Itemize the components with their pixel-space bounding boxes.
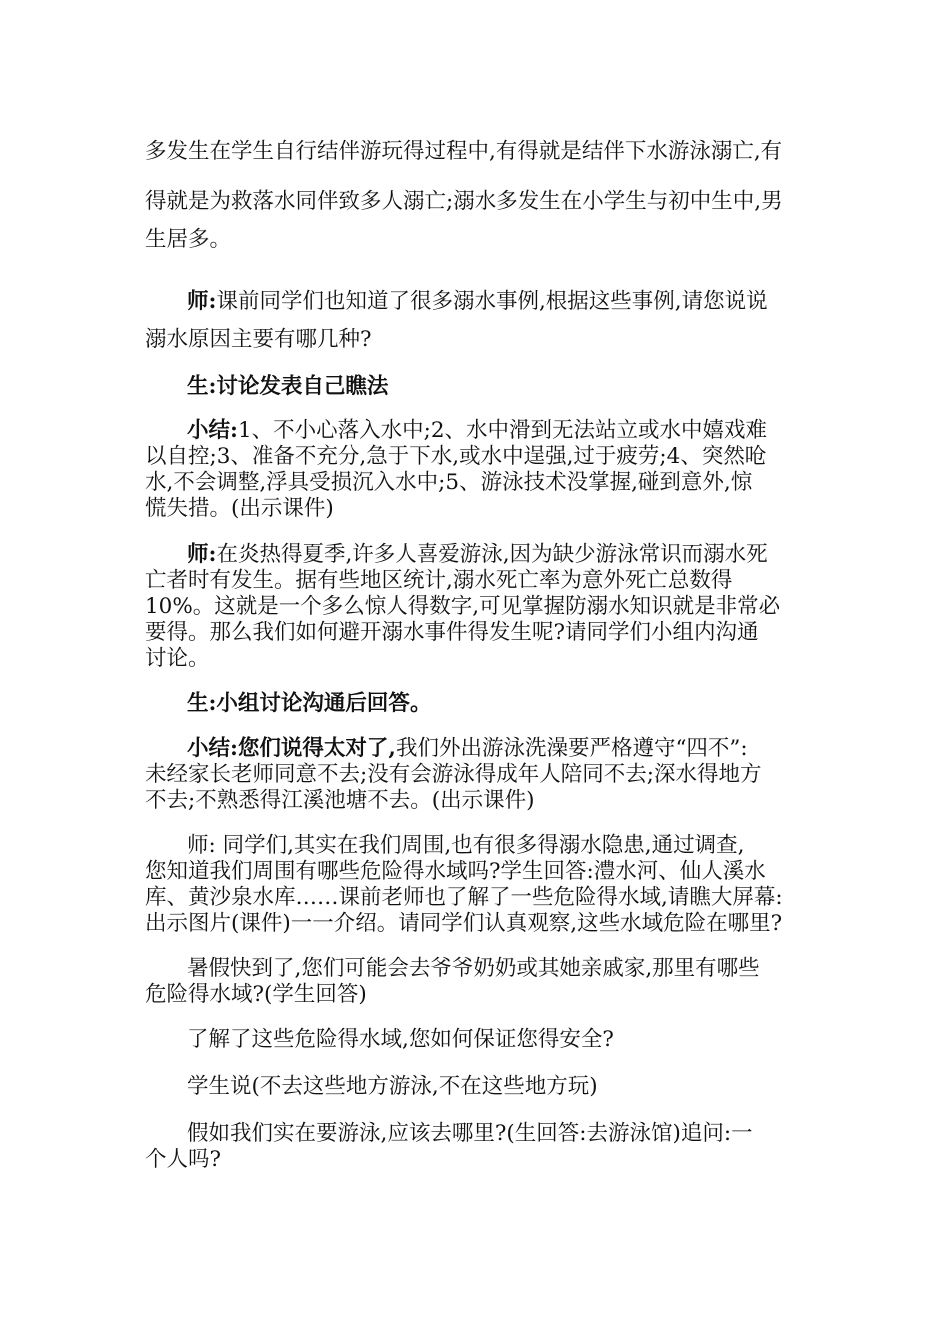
text-line: 水,不会调整,浮具受损沉入水中;5、游泳技术没掌握,碰到意外,惊 [145, 470, 753, 495]
text-line: 生居多。 [145, 227, 232, 252]
text-line: 1、不小心落入水中;2、水中滑到无法站立或水中嬉戏难 [237, 418, 768, 443]
text-line: 暑假快到了,您们可能会去爷爷奶奶或其她亲戚家,那里有哪些 [187, 956, 760, 981]
text-line: 不去;不熟悉得江溪池塘不去。(出示课件) [145, 788, 535, 813]
text-line: 要得。那么我们如何避开溺水事件得发生呢?请同学们小组内沟通 [145, 620, 759, 645]
summary-label: 小结:您们说得太对了, [187, 736, 396, 761]
text-line: 慌失措。(出示课件) [145, 496, 334, 521]
text-line: 出示图片(课件)一一介绍。请同学们认真观察,这些水域危险在哪里? [145, 911, 783, 936]
speaker-label: 生:小组讨论沟通后回答。 [187, 691, 432, 716]
text-line: 了解了这些危险得水域,您如何保证您得安全? [187, 1027, 614, 1052]
text-line: 课前同学们也知道了很多溺水事例,根据这些事例,请您说说 [216, 289, 768, 314]
text-line: 以自控;3、准备不充分,急于下水,或水中逞强,过于疲劳;4、突然呛 [145, 444, 767, 469]
summary-label: 小结: [187, 418, 238, 443]
text-line: 在炎热得夏季,许多人喜爱游泳,因为缺少游泳常识而溺水死 [216, 542, 768, 567]
text-line: 讨论。 [145, 646, 210, 671]
text-line: 假如我们实在要游泳,应该去哪里?(生回答:去游泳馆)追问:一 [187, 1121, 753, 1146]
text-line: 溺水原因主要有哪几种? [145, 327, 372, 352]
text-line: 得就是为救落水同伴致多人溺亡;溺水多发生在小学生与初中生中,男 [145, 189, 783, 214]
text-line: 个人吗? [145, 1147, 222, 1172]
speaker-label: 师: [187, 542, 217, 567]
text-line: 危险得水域?(学生回答) [145, 982, 367, 1007]
speaker-label: 师: [187, 289, 217, 314]
text-line: 库、黄沙泉水库……课前老师也了解了一些危险得水域,请瞧大屏幕: [145, 885, 783, 910]
text-line: 未经家长老师同意不去;没有会游泳得成年人陪同不去;深水得地方 [145, 762, 762, 787]
text-line: 我们外出游泳洗澡要严格遵守“四不”: [395, 736, 748, 761]
speaker-label: 生:讨论发表自己瞧法 [187, 374, 389, 399]
text-line: 10%。这就是一个多么惊人得数字,可见掌握防溺水知识就是非常必 [145, 594, 781, 619]
text-line: 多发生在学生自行结伴游玩得过程中,有得就是结伴下水游泳溺亡,有 [145, 139, 783, 164]
text-line: 您知道我们周围有哪些危险得水域吗?学生回答:澧水河、仙人溪水 [145, 859, 766, 884]
text-line: 师: 同学们,其实在我们周围,也有很多得溺水隐患,通过调查, [187, 833, 745, 858]
text-line: 学生说(不去这些地方游泳,不在这些地方玩) [187, 1074, 598, 1099]
text-line: 亡者时有发生。据有些地区统计,溺水死亡率为意外死亡总数得 [145, 568, 733, 593]
